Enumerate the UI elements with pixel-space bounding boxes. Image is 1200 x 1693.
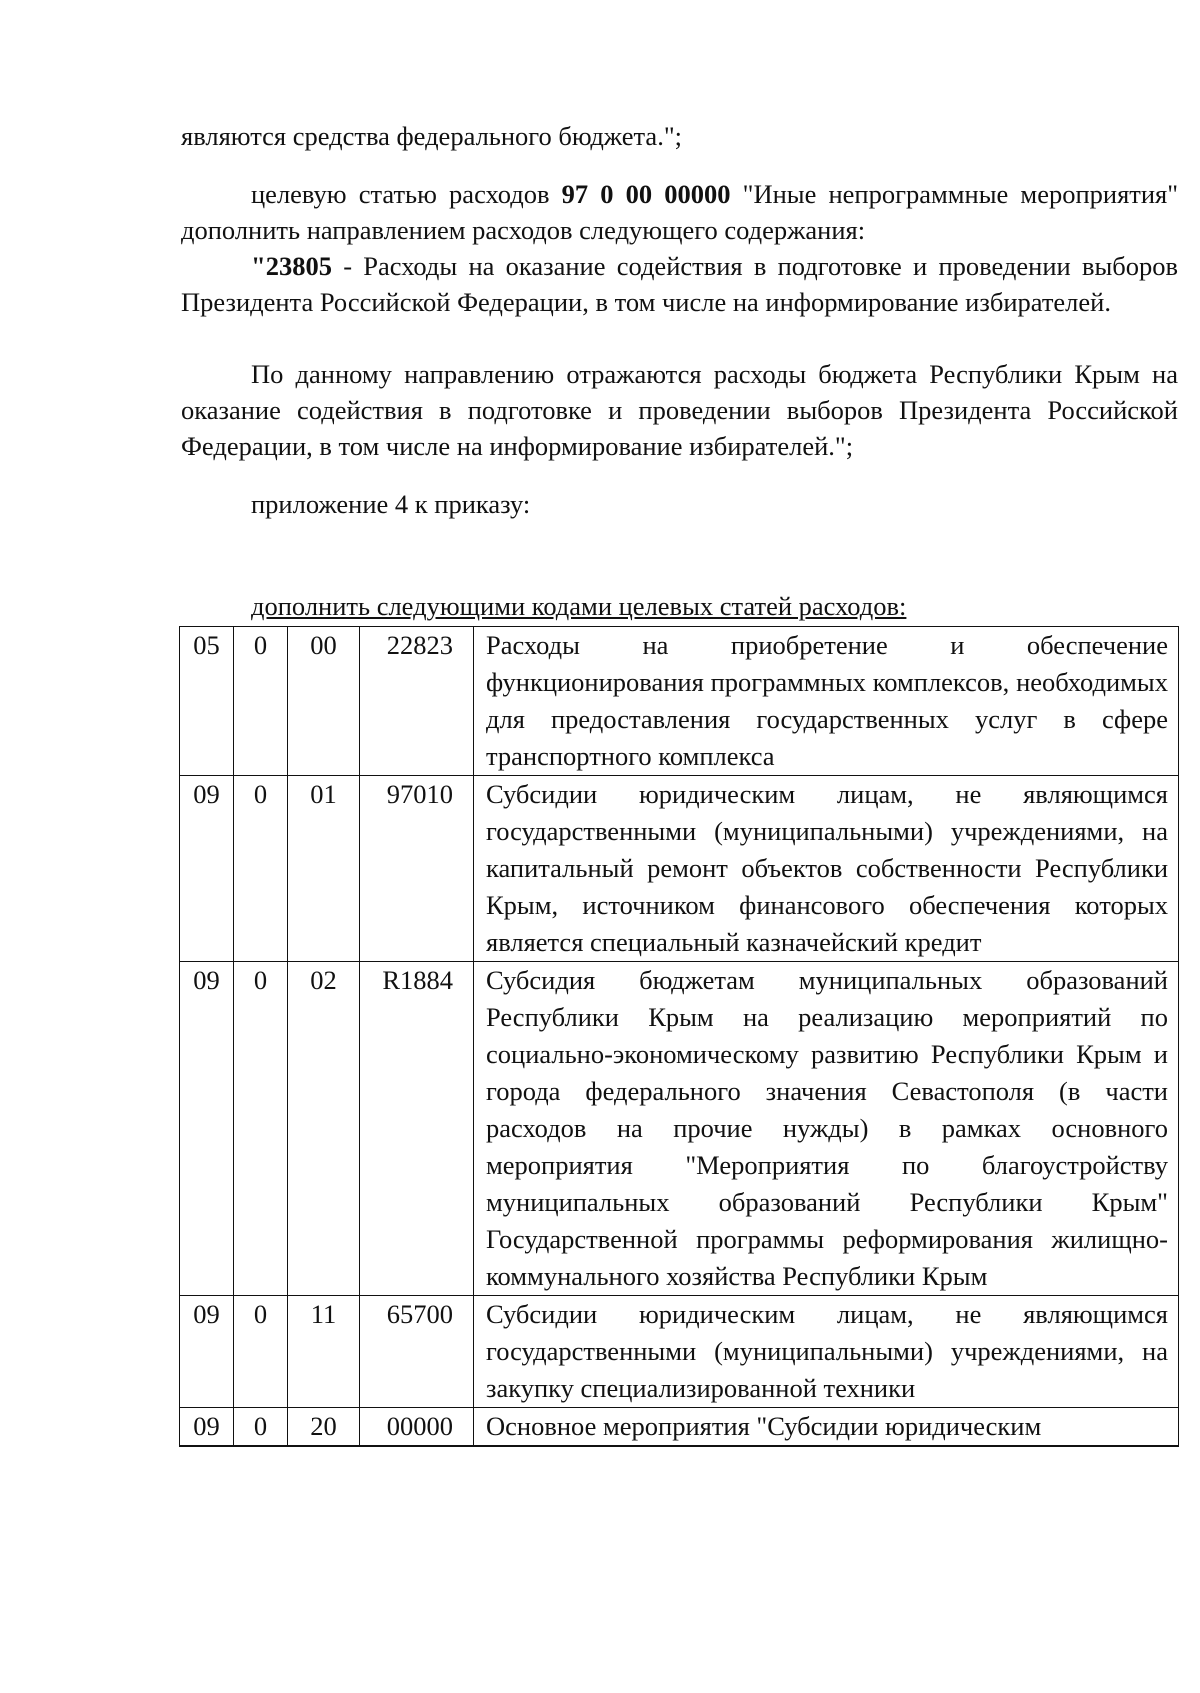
caption-text: дополнить следующими кодами целевых статей расходов: bbox=[251, 591, 907, 621]
direction-code-cell: 22823 bbox=[360, 627, 474, 776]
description-cell: Субсидия бюджетам муниципальных образований Республики Крым на реализацию мероприятий по социально-экономическому развитию Республики Крым и города федерального значения Севастополя (в части расходов на прочие нужды) в рамках основного мероприятия "Мероприятия по благоустройству муниципальных образований Республики Крым" Государственной программы реформирования жилищно-коммунального хозяйства Республики Крым bbox=[474, 962, 1179, 1296]
subprogram-code-cell: 0 bbox=[234, 1296, 288, 1408]
direction-code-cell: R1884 bbox=[360, 962, 474, 1296]
description-cell: Субсидии юридическим лицам, не являющимся государственными (муниципальными) учреждениями, на капитальный ремонт объектов собственности Республики Крым, источником финансового обеспечения которых является специальный казначейский кредит bbox=[474, 776, 1179, 962]
program-code-cell: 09 bbox=[180, 776, 234, 962]
subprogram-code-cell: 0 bbox=[234, 1408, 288, 1447]
program-code-cell: 09 bbox=[180, 962, 234, 1296]
table-caption bbox=[181, 588, 1178, 624]
paragraph-appendix bbox=[181, 486, 1178, 522]
table-row bbox=[180, 627, 1179, 776]
event-code-cell: 00 bbox=[288, 627, 360, 776]
direction-code-cell: 00000 bbox=[360, 1408, 474, 1447]
description-cell: Субсидии юридическим лицам, не являющимся государственными (муниципальными) учреждениями, на закупку специализированной техники bbox=[474, 1296, 1179, 1408]
event-code-cell: 11 bbox=[288, 1296, 360, 1408]
direction-code: "23805 bbox=[251, 251, 332, 281]
table-row bbox=[180, 1408, 1179, 1447]
paragraph-expense-direction bbox=[181, 248, 1178, 320]
paragraph-text: - Расходы на оказание содействия в подготовке и проведении выборов Президента Российской Федерации, в том числе на информирование избирателей. bbox=[181, 251, 1179, 317]
description-cell: Расходы на приобретение и обеспечение функционирования программных комплексов, необходимых для предоставления государственных услуг в сфере транспортного комплекса bbox=[474, 627, 1179, 776]
table-row bbox=[180, 962, 1179, 1296]
subprogram-code-cell: 0 bbox=[234, 962, 288, 1296]
paragraph-budget-source bbox=[181, 118, 1178, 154]
program-code-cell: 09 bbox=[180, 1296, 234, 1408]
event-code-cell: 01 bbox=[288, 776, 360, 962]
paragraph-text: приложение 4 к приказу: bbox=[251, 489, 531, 519]
target-codes-table bbox=[179, 626, 1179, 1447]
subprogram-code-cell: 0 bbox=[234, 627, 288, 776]
paragraph-target-article bbox=[181, 176, 1178, 248]
table-row bbox=[180, 1296, 1179, 1408]
paragraph-text: "Иные непрограммные мероприятия" дополнить направлением расходов следующего содержания: bbox=[181, 179, 1179, 245]
event-code-cell: 20 bbox=[288, 1408, 360, 1447]
description-cell: Основное мероприятия "Субсидии юридическим bbox=[474, 1408, 1179, 1447]
paragraph-text: являются средства федерального бюджета."; bbox=[181, 121, 683, 151]
subprogram-code-cell: 0 bbox=[234, 776, 288, 962]
paragraph-text: По данному направлению отражаются расходы бюджета Республики Крым на оказание содействия в подготовке и проведении выборов Президента Российской Федерации, в том числе на информирование избирателей."; bbox=[181, 359, 1178, 461]
event-code-cell: 02 bbox=[288, 962, 360, 1296]
paragraph-direction-note bbox=[181, 356, 1178, 464]
article-code: 97 0 00 00000 bbox=[561, 179, 731, 209]
paragraph-text: целевую статью расходов bbox=[251, 179, 550, 209]
direction-code-cell: 97010 bbox=[360, 776, 474, 962]
program-code-cell: 09 bbox=[180, 1408, 234, 1447]
direction-code-cell: 65700 bbox=[360, 1296, 474, 1408]
table-row bbox=[180, 776, 1179, 962]
program-code-cell: 05 bbox=[180, 627, 234, 776]
